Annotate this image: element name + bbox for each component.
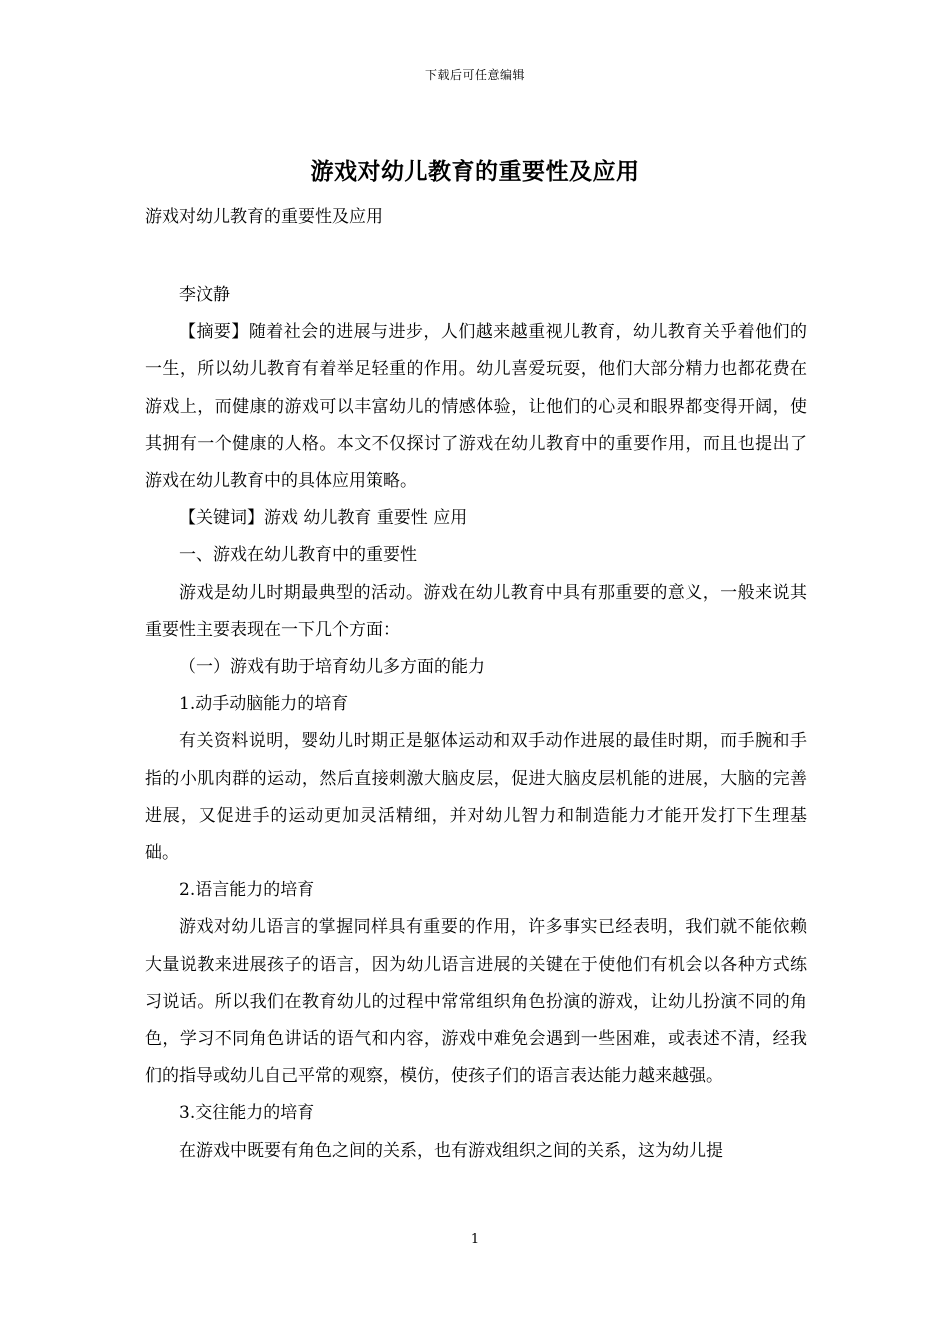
abstract-paragraph: 【摘要】随着社会的进展与进步，人们越来越重视儿教育，幼儿教育关乎着他们的一生，所以幼儿教育有着举足轻重的作用。幼儿喜爱玩耍，他们大部分精力也都花费在游戏上，而健康的游戏可以丰富幼儿的情感体验，让他们的心灵和眼界都变得开阔，使其拥有一个健康的人格。本文不仅探讨了游戏在幼儿教育中的重要作用，而且也提出了游戏在幼儿教育中的具体应用策略。 bbox=[145, 322, 807, 492]
item-heading: 1.动手动脑能力的培育 bbox=[179, 694, 349, 715]
document-body bbox=[145, 277, 807, 1170]
body-paragraph: 游戏是幼儿时期最典型的活动。游戏在幼儿教育中具有那重要的意义，一般来说其重要性主要表现在一下几个方面： bbox=[145, 582, 807, 640]
document-title: 游戏对幼儿教育的重要性及应用 bbox=[310, 158, 640, 185]
item-heading: 3.交往能力的培育 bbox=[179, 1103, 315, 1124]
page-number: 1 bbox=[470, 1232, 480, 1247]
body-paragraph: 在游戏中既要有角色之间的关系，也有游戏组织之间的关系，这为幼儿提 bbox=[179, 1140, 723, 1161]
item-heading: 2.语言能力的培育 bbox=[179, 880, 315, 901]
page-header-note: 下载后可任意编辑 bbox=[424, 68, 525, 82]
author-name: 李汶静 bbox=[179, 285, 230, 305]
section-heading: 一、游戏在幼儿教育中的重要性 bbox=[179, 545, 417, 566]
keywords-paragraph: 【关键词】游戏 幼儿教育 重要性 应用 bbox=[179, 508, 468, 529]
body-paragraph: 有关资料说明，婴幼儿时期正是躯体运动和双手动作进展的最佳时期，而手腕和手指的小肌肉群的运动，然后直接刺激大脑皮层，促进大脑皮层机能的进展，大脑的完善进展，又促进手的运动更加灵活精细，并对幼儿智力和制造能力才能开发打下生理基础。 bbox=[145, 731, 807, 864]
subsection-heading: （一）游戏有助于培育幼儿多方面的能力 bbox=[179, 657, 485, 678]
body-paragraph: 游戏对幼儿语言的掌握同样具有重要的作用，许多事实已经表明，我们就不能依赖大量说教来进展孩子的语言，因为幼儿语言进展的关键在于使他们有机会以各种方式练习说话。所以我们在教育幼儿的过程中常常组织角色扮演的游戏，让幼儿扮演不同的角色，学习不同角色讲话的语气和内容，游戏中难免会遇到一些困难，或表述不清，经我们的指导或幼儿自己平常的观察，模仿，使孩子们的语言表达能力越来越强。 bbox=[145, 917, 807, 1087]
document-subtitle: 游戏对幼儿教育的重要性及应用 bbox=[145, 207, 383, 227]
